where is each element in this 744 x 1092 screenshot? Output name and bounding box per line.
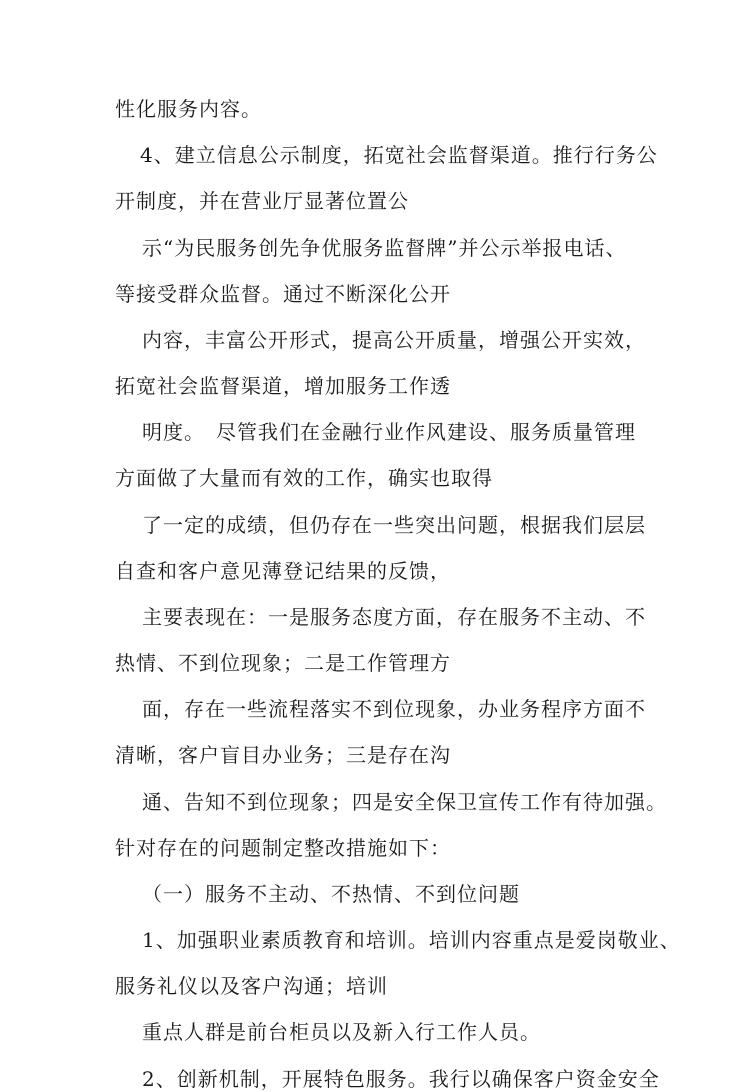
text-line-21: 重点人群是前台柜员以及新入行工作人员。 xyxy=(142,1020,541,1044)
text-line-15: 清晰，客户盲目办业务；三是存在沟 xyxy=(115,743,451,767)
text-line-1: 性化服务内容。 xyxy=(115,97,262,121)
text-line-4: 示“为民服务创先争优服务监督牌”并公示举报电话、 xyxy=(142,236,627,260)
text-line-17: 针对存在的问题制定整改措施如下： xyxy=(115,836,451,860)
text-line-12: 主要表现在：一是服务态度方面，存在服务不主动、不 xyxy=(142,605,646,629)
text-line-7: 拓宽社会监督渠道，增加服务工作透 xyxy=(115,374,451,398)
text-line-20: 服务礼仪以及客户沟通；培训 xyxy=(115,974,388,998)
text-line-19: 1、加强职业素质教育和培训。培训内容重点是爱岗敬业、 xyxy=(142,928,681,952)
text-line-14: 面，存在一些流程落实不到位现象，办业务程序方面不 xyxy=(142,697,646,721)
text-line-6: 内容，丰富公开形式，提高公开质量，增强公开实效， xyxy=(142,328,646,352)
text-line-3: 开制度，并在营业厅显著位置公 xyxy=(115,189,409,213)
text-line-8: 明度。 尽管我们在金融行业作风建设、服务质量管理 xyxy=(142,420,636,444)
text-line-11: 自查和客户意见薄登记结果的反馈， xyxy=(115,559,451,583)
text-line-2: 4、建立信息公示制度，拓宽社会监督渠道。推行行务公 xyxy=(140,143,658,167)
text-line-10: 了一定的成绩，但仍存在一些突出问题，根据我们层层 xyxy=(142,513,646,537)
text-line-16: 通、告知不到位现象；四是安全保卫宣传工作有待加强。 xyxy=(142,790,667,814)
text-line-5: 等接受群众监督。通过不断深化公开 xyxy=(115,282,451,306)
text-line-13: 热情、不到位现象；二是工作管理方 xyxy=(115,651,451,675)
text-line-18: （一）服务不主动、不热情、不到位问题 xyxy=(142,882,520,906)
text-line-22: 2、创新机制，开展特色服务。我行以确保客户资金安全 xyxy=(142,1067,660,1091)
text-line-9: 方面做了大量而有效的工作，确实也取得 xyxy=(115,466,493,490)
